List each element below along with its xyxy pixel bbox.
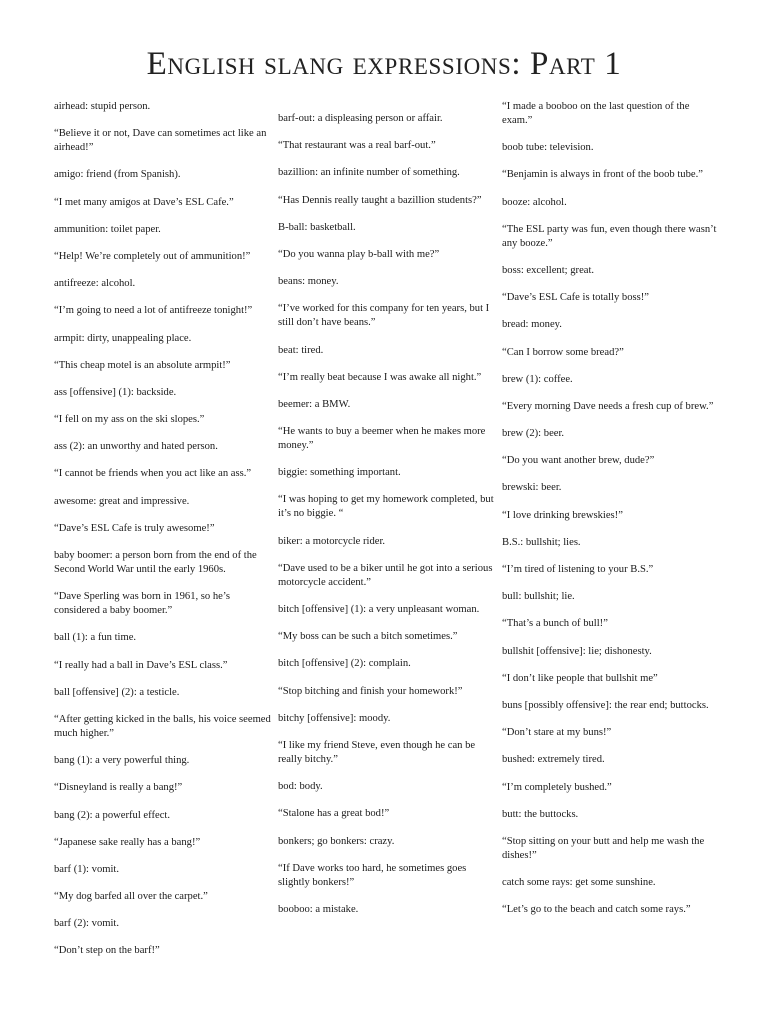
- example-sentence: “Do you wanna play b-ball with me?”: [278, 248, 440, 260]
- slang-definition: buns [possibly offensive]: the rear end; buttocks.: [502, 699, 709, 711]
- slang-definition: brew (2): beer.: [502, 428, 565, 440]
- example-sentence: “That’s a bunch of bull!”: [502, 618, 608, 630]
- slang-definition: bullshit [offensive]: lie; dishonesty.: [502, 645, 652, 657]
- slang-definition: ammunition: toilet paper.: [54, 223, 161, 235]
- slang-definition: B.S.: bullshit; lies.: [502, 536, 581, 548]
- example-sentence: “I’m going to need a lot of antifreeze tonight!”: [54, 305, 253, 317]
- slang-definition: brew (1): coffee.: [502, 373, 573, 385]
- slang-definition: bushed: extremely tired.: [502, 754, 605, 766]
- example-sentence: “I’m really beat because I was awake all night.”: [278, 371, 482, 383]
- slang-definition: antifreeze: alcohol.: [54, 278, 136, 290]
- example-sentence: “Stalone has a great bod!”: [278, 808, 390, 820]
- page-title: English slang expressions: Part 1: [146, 46, 622, 82]
- column-3: [502, 100, 720, 930]
- slang-definition: baby boomer: a person born from the end of the Second World War until the early 1960s.: [54, 550, 257, 575]
- slang-definition: barf (1): vomit.: [54, 863, 120, 875]
- slang-definition: ball (1): a fun time.: [54, 632, 137, 644]
- slang-definition: bitchy [offensive]: moody.: [278, 712, 391, 724]
- example-sentence: “I was hoping to get my homework completed, but it’s no biggie. “: [278, 494, 494, 520]
- slang-definition: butt: the buttocks.: [502, 808, 579, 820]
- slang-definition: bread: money.: [502, 319, 562, 331]
- example-sentence: “Don’t step on the barf!”: [54, 945, 160, 957]
- column-1: [54, 100, 272, 972]
- example-sentence: “I cannot be friends when you act like an ass.”: [54, 468, 252, 480]
- slang-definition: airhead: stupid person.: [54, 101, 151, 112]
- example-sentence: “If Dave works too hard, he sometimes goes slightly bonkers!”: [278, 862, 467, 888]
- example-sentence: “The ESL party was fun, even though there wasn’t any booze.”: [502, 223, 717, 249]
- slang-definition: bull: bullshit; lie.: [502, 591, 575, 603]
- example-sentence: “Has Dennis really taught a bazillion students?”: [278, 194, 482, 206]
- slang-definition: barf (2): vomit.: [54, 918, 120, 930]
- slang-definition: amigo: friend (from Spanish).: [54, 169, 181, 181]
- slang-definition: ball [offensive] (2): a testicle.: [54, 686, 180, 698]
- example-sentence: “Help! We’re completely out of ammunition!”: [54, 250, 251, 262]
- example-sentence: “I made a booboo on the last question of the exam.”: [502, 101, 690, 126]
- slang-definition: beemer: a BMW.: [278, 398, 351, 410]
- slang-definition: brewski: beer.: [502, 482, 562, 494]
- slang-definition: awesome: great and impressive.: [54, 495, 190, 507]
- example-sentence: “My boss can be such a bitch sometimes.”: [278, 631, 458, 643]
- example-sentence: “Every morning Dave needs a fresh cup of brew.”: [502, 400, 714, 412]
- slang-definition: bod: body.: [278, 781, 323, 793]
- example-sentence: “After getting kicked in the balls, his voice seemed much higher.”: [54, 713, 271, 739]
- example-sentence: “Dave’s ESL Cafe is truly awesome!”: [54, 522, 215, 534]
- example-sentence: “I don’t like people that bullshit me”: [502, 672, 658, 684]
- example-sentence: “I’m tired of listening to your B.S.”: [502, 564, 654, 575]
- example-sentence: “I met many amigos at Dave’s ESL Cafe.”: [54, 196, 234, 208]
- example-sentence: “Benjamin is always in front of the boob tube.”: [502, 169, 703, 181]
- example-sentence: “This cheap motel is an absolute armpit!”: [54, 359, 231, 371]
- slang-definition: bazillion: an infinite number of something.: [278, 167, 460, 179]
- example-sentence: “That restaurant was a real barf-out.”: [278, 140, 436, 152]
- example-sentence: “Stop bitching and finish your homework!”: [278, 685, 463, 697]
- slang-definition: barf-out: a displeasing person or affair.: [278, 113, 443, 124]
- slang-definition: bitch [offensive] (2): complain.: [278, 658, 411, 670]
- slang-definition: armpit: dirty, unappealing place.: [54, 332, 192, 344]
- example-sentence: “Don’t stare at my buns!”: [502, 727, 612, 739]
- slang-definition: beans: money.: [278, 276, 339, 288]
- example-sentence: “Let’s go to the beach and catch some rays.”: [502, 904, 691, 916]
- example-sentence: “I’m completely bushed.”: [502, 781, 612, 793]
- slang-definition: bitch [offensive] (1): a very unpleasant woman.: [278, 604, 480, 615]
- slang-definition: bonkers; go bonkers: crazy.: [278, 835, 395, 847]
- example-sentence: “Dave Sperling was born in 1961, so he’s considered a baby boomer.”: [54, 591, 230, 617]
- slang-definition: booze: alcohol.: [502, 196, 567, 208]
- slang-definition: B-ball: basketball.: [278, 221, 356, 233]
- example-sentence: “I’ve worked for this company for ten years, but I still don’t have beans.”: [278, 303, 490, 329]
- slang-definition: ass [offensive] (1): backside.: [54, 386, 177, 398]
- example-sentence: “He wants to buy a beemer when he makes more money.”: [278, 426, 486, 452]
- slang-definition: boss: excellent; great.: [502, 264, 595, 276]
- example-sentence: “Japanese sake really has a bang!”: [54, 836, 201, 848]
- slang-definition: boob tube: television.: [502, 142, 594, 154]
- example-sentence: “Believe it or not, Dave can sometimes act like an airhead!”: [54, 128, 267, 154]
- slang-definition: beat: tired.: [278, 344, 324, 356]
- example-sentence: “I fell on my ass on the ski slopes.”: [54, 414, 205, 426]
- example-sentence: “Stop sitting on your butt and help me wash the dishes!”: [502, 835, 705, 861]
- column-2: [278, 112, 496, 930]
- example-sentence: “Do you want another brew, dude?”: [502, 455, 655, 467]
- slang-definition: catch some rays: get some sunshine.: [502, 877, 656, 889]
- example-sentence: “Dave used to be a biker until he got into a serious motorcycle accident.”: [278, 562, 493, 588]
- example-sentence: “Can I borrow some bread?”: [502, 346, 624, 358]
- example-sentence: “My dog barfed all over the carpet.”: [54, 891, 208, 903]
- example-sentence: “I love drinking brewskies!”: [502, 509, 623, 521]
- slang-definition: biggie: something important.: [278, 467, 401, 479]
- slang-definition: bang (2): a powerful effect.: [54, 809, 170, 821]
- slang-definition: bang (1): a very powerful thing.: [54, 755, 190, 767]
- example-sentence: “Dave’s ESL Cafe is totally boss!”: [502, 292, 650, 304]
- example-sentence: “Disneyland is really a bang!”: [54, 782, 183, 794]
- slang-definition: ass (2): an unworthy and hated person.: [54, 441, 218, 453]
- slang-definition: biker: a motorcycle rider.: [278, 535, 386, 547]
- example-sentence: “I like my friend Steve, even though he can be really bitchy.”: [278, 739, 476, 765]
- example-sentence: “I really had a ball in Dave’s ESL class.”: [54, 659, 228, 671]
- slang-definition: booboo: a mistake.: [278, 903, 359, 915]
